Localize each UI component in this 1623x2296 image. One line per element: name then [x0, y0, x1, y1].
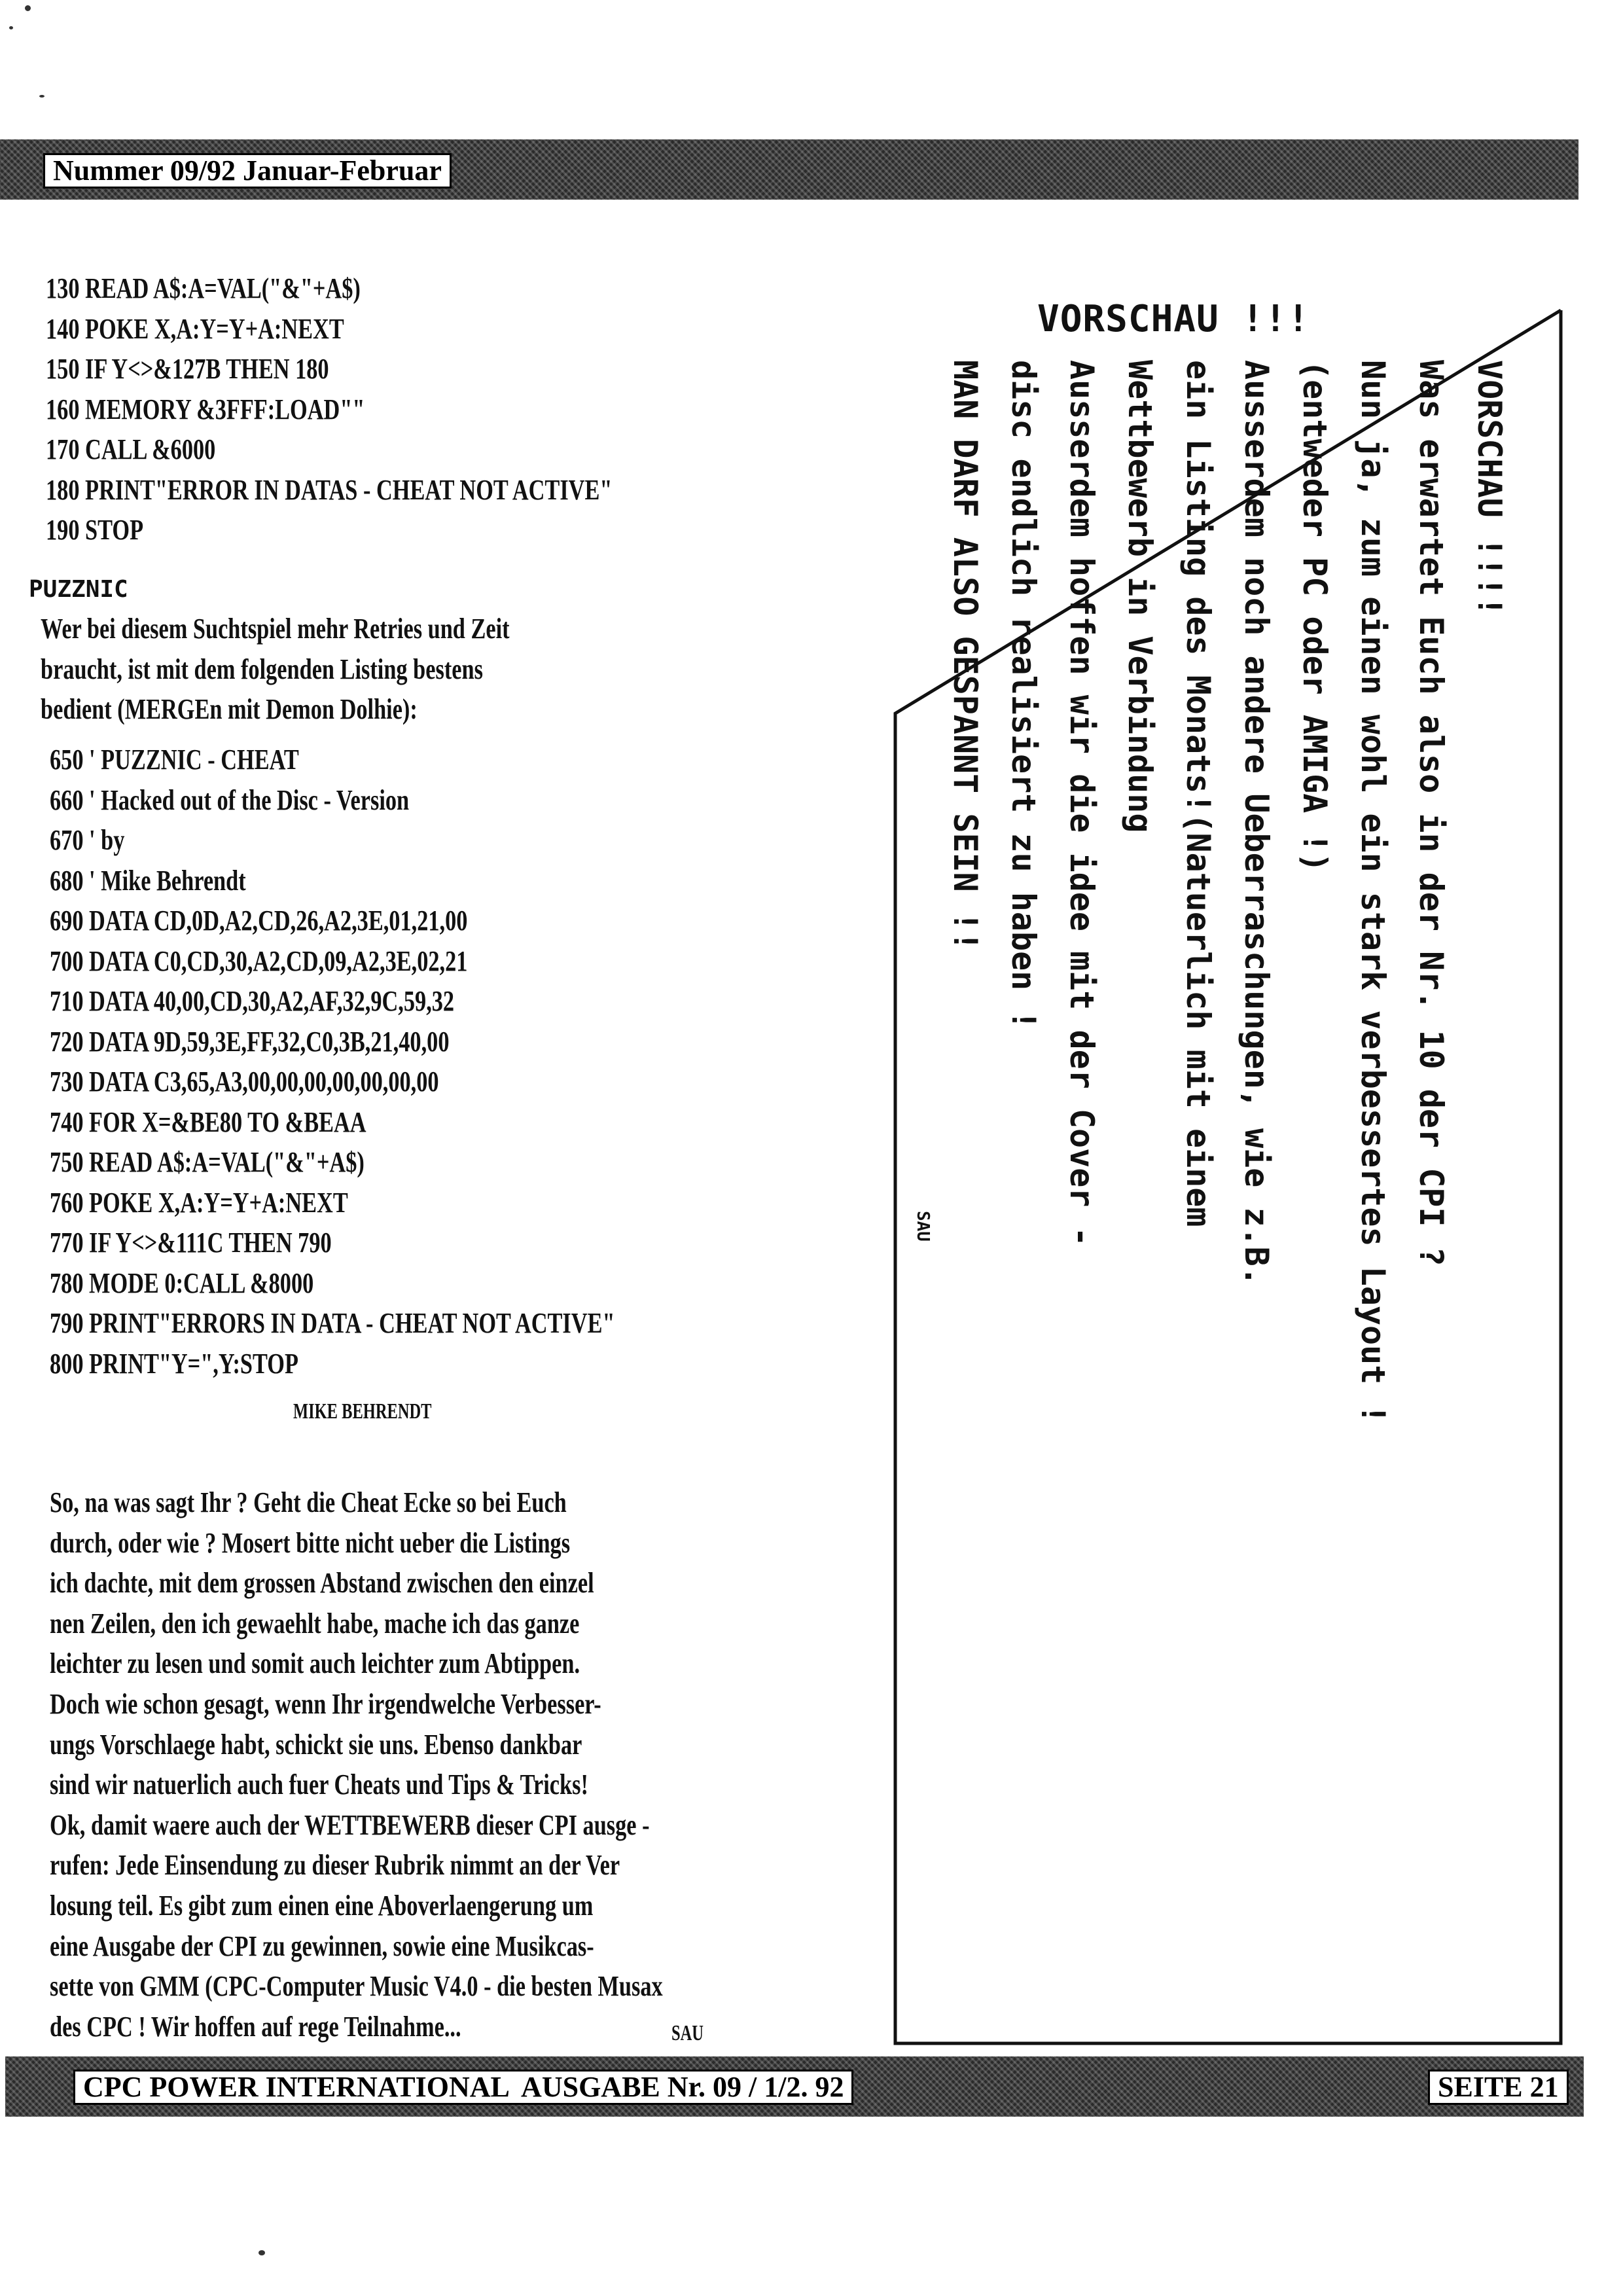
- listing-puzznic: [50, 740, 615, 1384]
- code-line: 170 CALL &6000: [46, 433, 216, 465]
- text-line: braucht, ist mit dem folgenden Listing bestens: [41, 653, 483, 685]
- code-line: 190 STOP: [46, 514, 144, 546]
- text-line: sind wir natuerlich auch fuer Cheats und Tips & Tricks!: [50, 1768, 588, 1801]
- code-line: 700 DATA C0,CD,30,A2,CD,09,A2,3E,02,21: [50, 944, 468, 977]
- text-line: Wer bei diesem Suchtspiel mehr Retries und Zeit: [41, 613, 510, 645]
- puzznic-intro: [41, 609, 510, 730]
- publication-label: CPC POWER INTERNATIONAL AUSGABE Nr. 09 / 1/2. 92: [73, 2070, 853, 2105]
- editorial-signature: SAU: [671, 2021, 704, 2045]
- preview-line: (entweder PC oder AMIGA !): [1296, 360, 1334, 872]
- code-line: 180 PRINT"ERROR IN DATAS - CHEAT NOT ACTIVE": [46, 473, 613, 506]
- code-line: 770 IF Y<>&111C THEN 790: [50, 1227, 332, 1259]
- text-line: Ok, damit waere auch der WETTBEWERB dieser CPI ausge -: [50, 1808, 650, 1841]
- code-line: 680 ' Mike Behrendt: [50, 864, 246, 897]
- text-line: bedient (MERGEn mit Demon Dolhie):: [41, 693, 418, 725]
- text-line: ich dachte, mit dem grossen Abstand zwischen den einzel: [50, 1567, 594, 1600]
- scan-speck: [259, 2250, 265, 2255]
- code-line: 650 ' PUZZNIC - CHEAT: [50, 744, 299, 776]
- code-line: 790 PRINT"ERRORS IN DATA - CHEAT NOT ACTIVE": [50, 1307, 615, 1339]
- listing-author: MIKE BEHRENDT: [293, 1399, 432, 1424]
- footer-bar: [5, 2056, 1584, 2117]
- text-line: rufen: Jede Einsendung zu dieser Rubrik nimmt an der Ver: [50, 1849, 620, 1882]
- code-line: 780 MODE 0:CALL &8000: [50, 1266, 314, 1299]
- preview-line: Ausserdem noch andere Ueberraschungen, wie z.B.: [1238, 360, 1275, 1286]
- preview-line: MAN DARF ALSO GESPANNT SEIN !!: [946, 360, 984, 952]
- preview-line: Was erwartet Euch also in der Nr. 10 der CPI ?: [1412, 360, 1450, 1266]
- code-line: 690 DATA CD,0D,A2,CD,26,A2,3E,01,21,00: [50, 905, 468, 937]
- section-title-puzznic: PUZZNIC: [29, 576, 128, 603]
- preview-line: ein Listing des Monats!(Natuerlich mit einem: [1179, 360, 1217, 1227]
- editorial-text: [50, 1482, 663, 2047]
- code-line: 750 READ A$:A=VAL("&"+A$): [50, 1146, 365, 1178]
- preview-line: Nun ja, zum einen wohl ein stark verbessertes Layout !: [1354, 360, 1392, 1424]
- text-line: des CPC ! Wir hoffen auf rege Teilnahme...: [50, 2010, 461, 2043]
- preview-rotated-text: [910, 360, 1518, 1424]
- text-line: eine Ausgabe der CPI zu gewinnen, sowie eine Musikcas-: [50, 1929, 594, 1962]
- code-line: 720 DATA 9D,59,3E,FF,32,C0,3B,21,40,00: [50, 1025, 450, 1058]
- code-line: 140 POKE X,A:Y=Y+A:NEXT: [46, 312, 344, 345]
- code-line: 710 DATA 40,00,CD,30,A2,AF,32,9C,59,32: [50, 985, 455, 1017]
- code-line: 800 PRINT"Y=",Y:STOP: [50, 1347, 298, 1380]
- scan-speck: [9, 26, 13, 29]
- text-line: nen Zeilen, den ich gewaehlt habe, mache ich das ganze: [50, 1607, 580, 1640]
- header-bar: [0, 139, 1578, 200]
- issue-label: Nummer 09/92 Januar-Februar: [43, 153, 452, 188]
- text-line: sette von GMM (CPC-Computer Music V4.0 - die besten Musax: [50, 1970, 663, 2003]
- code-line: 740 FOR X=&BE80 TO &BEAA: [50, 1105, 366, 1138]
- text-line: So, na was sagt Ihr ? Geht die Cheat Ecke so bei Euch: [50, 1486, 567, 1518]
- preview-signature: SAU: [913, 1211, 933, 1242]
- text-line: losung teil. Es gibt zum einen eine Aboverlaengerung um: [50, 1889, 594, 1922]
- preview-line: disc endlich realisiert zu haben !: [1005, 360, 1043, 1030]
- text-line: ungs Vorschlaege habt, schickt sie uns. Ebenso dankbar: [50, 1728, 582, 1761]
- code-line: 730 DATA C3,65,A3,00,00,00,00,00,00,00: [50, 1066, 439, 1098]
- text-line: durch, oder wie ? Mosert bitte nicht ueber die Listings: [50, 1526, 571, 1559]
- preview-line: VORSCHAU !!!!: [1471, 360, 1508, 617]
- listing-1: [46, 268, 612, 550]
- text-line: Doch wie schon gesagt, wenn Ihr irgendwelche Verbesser-: [50, 1687, 601, 1720]
- code-line: 670 ' by: [50, 824, 125, 856]
- scan-speck: [39, 95, 45, 98]
- preview-heading: VORSCHAU !!!: [1037, 298, 1310, 340]
- preview-line: Wettbewerb in Verbindung: [1121, 360, 1159, 833]
- page-number: SEITE 21: [1428, 2070, 1569, 2105]
- preview-line: Ausserdem hoffen wir die idee mit der Cover -: [1063, 360, 1101, 1247]
- code-line: 150 IF Y<>&127B THEN 180: [46, 353, 329, 385]
- scan-speck: [25, 5, 31, 11]
- code-line: 760 POKE X,A:Y=Y+A:NEXT: [50, 1186, 348, 1219]
- code-line: 660 ' Hacked out of the Disc - Version: [50, 783, 410, 816]
- code-line: 130 READ A$:A=VAL("&"+A$): [46, 272, 361, 304]
- text-line: leichter zu lesen und somit auch leichter zum Abtippen.: [50, 1647, 580, 1680]
- code-line: 160 MEMORY &3FFF:LOAD"": [46, 393, 365, 425]
